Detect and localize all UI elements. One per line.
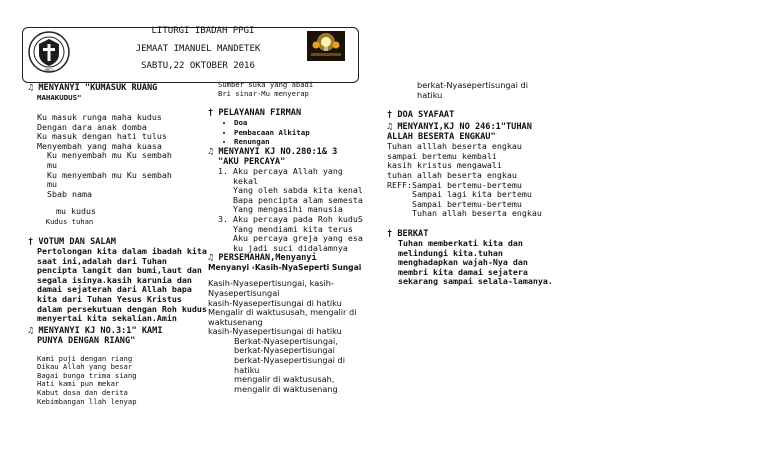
doa-syafaat-title: † DOA SYAFAAT xyxy=(387,110,455,121)
bulletin-title: LITURGI IBADAH PPGI xyxy=(151,26,255,36)
column-1 xyxy=(28,83,208,406)
song-kj280-lyrics: 1. Aku percaya Allah yang kekal Yang oleh sabda kita kenal Bapa pencipta alam semesta Yang mengasihi manusia 3. Aku percaya pada Roh kuduS Yang mendiami kita terus Aku percaya greja yang esa ku jadi suci didalamnya xyxy=(218,165,363,253)
text-line: Mengalir di waktususah, mengalir di xyxy=(208,307,357,318)
list-item: • Pembacaan Alkitap xyxy=(234,128,384,138)
bulletin-header xyxy=(22,27,359,83)
text-line: mengalir di waktususah, xyxy=(234,374,335,385)
song-kj280-title-2: "AKU PERCAYA" xyxy=(218,156,286,167)
church-name: JEMAAT IMANUEL MANDETEK xyxy=(135,44,261,54)
list-item: • Renungan xyxy=(234,137,384,147)
votum-title: † VOTUM DAN SALAM xyxy=(28,236,116,247)
song-kj3-lyrics-cont: Sumber suka yang abadi Bri sinar-Mu menyerap xyxy=(218,80,314,98)
berkat-title: † BERKAT xyxy=(387,228,429,239)
text-line: kasih-Nyasepertisungai di hatiku xyxy=(208,326,342,337)
berkat-body: Tuhan memberkati kita dan melindungi kita.tuhan menghadapkan wajah-Nya dan membri kita damai sejatera sekarang sampai selala-lamanya. xyxy=(398,237,553,287)
song-kj246-title: ♫ MENYANYI,KJ NO 246:1"TUHAN xyxy=(387,122,532,133)
votum-body: Pertolongan kita dalam ibadah kita saat ini,adalah dari Tuhan pencipta langit dan bumi,laut dan segala isinya.kasih karunia dan damai sejaterah dari Allah bapa kita dari Tuhan Yesus Kristus dalam persekutuan dengan Roh kudus menyertai kita sekalian.Amin xyxy=(37,245,207,324)
column-3 xyxy=(387,81,567,287)
text-line: hatiku xyxy=(417,89,443,100)
service-date: SABTU,22 OKTOBER 2016 xyxy=(141,61,255,71)
text-line: berkat-Nyasepertisungai di xyxy=(234,355,345,366)
text-line: Berkat-Nyasepertisungai, xyxy=(234,335,338,346)
text-line: Nyasepertisungai xyxy=(208,287,280,298)
song-kj246-lyrics: Tuhan alllah beserta engkau sampai bertemu kembali kasih kristus mengawali tuhan allah beserta engkau REFF:Sampai bertemu-bertemu Sampai lagi kita bertemu Sampai bertemu-bertemu Tuhan allah beserta engkau xyxy=(387,141,542,219)
song-kumasuk-title-2: MAHAKUDUS" xyxy=(37,93,82,102)
song-kumasuk-title: ♫ MENYANYI "KUMASUK RUANG xyxy=(28,83,158,93)
firman-title: † PELAYANAN FIRMAN xyxy=(208,108,302,119)
list-item: • Doa xyxy=(234,118,384,128)
ppgi-seal-icon xyxy=(27,30,71,74)
text-line: berkat-Nyasepertisungai xyxy=(234,345,335,356)
text-line: waktusenang xyxy=(208,316,263,327)
song-kumasuk-line-a: mu kudus xyxy=(51,206,96,217)
persembahan-subtitle: Menyanyi ‹Kasih-NyaSeperti Sungai xyxy=(208,263,362,273)
lightbulbs-image-icon xyxy=(307,31,345,61)
song-kj246-title-2: ALLAH BESERTA ENGKAU" xyxy=(387,132,496,143)
text-line: berkat-Nyasepertisungai di xyxy=(417,80,528,90)
text-line: hatiku xyxy=(234,364,260,375)
text-line: mengalir di waktusenang xyxy=(234,383,338,394)
song-kj3-title-2: PUNYA DENGAN RIANG" xyxy=(37,335,136,346)
firman-list xyxy=(208,118,384,147)
song-kj3-title: ♫ MENYANYI KJ NO.3:1" KAMI xyxy=(28,325,163,336)
persembahan-title: ♫ PERSEMAHAN,Menyanyi xyxy=(208,253,317,264)
song-kj280-title: ♫ MENYANYI KJ NO.280:1& 3 xyxy=(208,146,338,157)
svg-text:PPGI: PPGI xyxy=(44,68,54,73)
text-line: Kasih-Nyasepertisungai, kasih- xyxy=(208,278,334,289)
column-2 xyxy=(208,81,384,394)
song-kj3-lyrics: Kami puji dengan riang Dikau Allah yang besar Bagai bunga trima siang Hati kami pun mekar Kabut dosa dan derita Kebimbangan llah lenyap xyxy=(37,353,137,406)
text-line: kasih-Nyasepertisungai di hatiku xyxy=(208,297,342,308)
song-kumasuk-lyrics: Ku masuk runga maha kudus Dengan dara anak domba Ku masuk dengan hati tulus Menyembah yang maha kuasa Ku menyembah mu Ku sembah mu Ku menyembah mu Ku sembah mu Sbab nama xyxy=(37,112,172,199)
song-kumasuk-line-b: Kudus tuhan xyxy=(37,217,94,227)
